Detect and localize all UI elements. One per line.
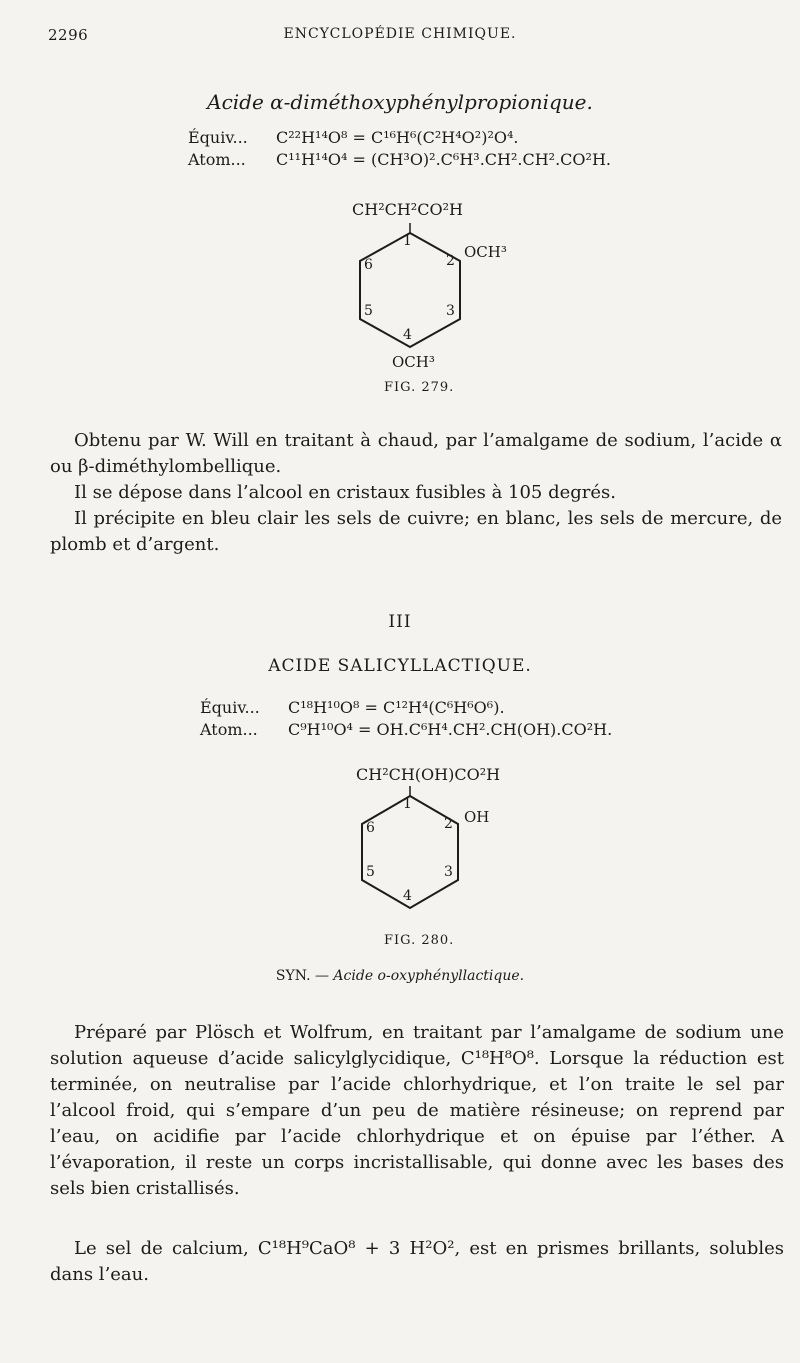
fig279-pos1: 1 — [403, 233, 412, 249]
fig279-pos3: 3 — [446, 303, 455, 319]
figure-279-benzene-ring — [300, 195, 540, 405]
synonym-line — [0, 968, 800, 984]
fig279-sub2: OCH³ — [464, 243, 507, 261]
section-title: ACIDE SALICYLLACTIQUE. — [268, 656, 532, 676]
fig279-top-group: CH²CH²CO²H — [352, 200, 463, 219]
compound2-text-2 — [50, 1236, 784, 1288]
equiv-formula: C¹⁸H¹⁰O⁸ = C¹²H⁴(C⁶H⁶O⁶). — [288, 698, 505, 717]
fig280-caption: FIG. 280. — [384, 933, 455, 948]
syn-label: SYN. — [275, 968, 311, 984]
section-roman: III — [388, 612, 412, 632]
fig280-sub2: OH — [464, 808, 490, 826]
compound2-text — [50, 1020, 784, 1202]
fig279-sub4: OCH³ — [392, 353, 435, 371]
paragraph: Obtenu par W. Will en traitant à chaud, par l’amalgame de sodium, l’acide α ou β-diméthylombellique. — [50, 430, 782, 477]
fig280-pos1: 1 — [403, 796, 412, 812]
paragraph: Il précipite en bleu clair les sels de cuivre; en blanc, les sels de mercure, de plomb et d’argent. — [50, 508, 782, 555]
fig279-caption: FIG. 279. — [384, 380, 455, 395]
compound2-equiv — [200, 698, 505, 717]
compound2-atom — [200, 720, 612, 739]
compound1-text — [50, 428, 782, 558]
equiv-label: Équiv... — [200, 698, 260, 717]
atom-formula: C⁹H¹⁰O⁴ = OH.C⁶H⁴.CH².CH(OH).CO²H. — [288, 720, 613, 739]
fig280-pos2: 2 — [444, 816, 453, 832]
running-title: ENCYCLOPÉDIE CHIMIQUE. — [283, 26, 517, 42]
atom-label: Atom... — [188, 150, 246, 169]
fig280-pos5: 5 — [366, 864, 375, 880]
equiv-formula: C²²H¹⁴O⁸ = C¹⁶H⁶(C²H⁴O²)²O⁴. — [276, 128, 519, 147]
atom-formula: C¹¹H¹⁴O⁴ = (CH³O)².C⁶H³.CH².CH².CO²H. — [276, 150, 611, 169]
fig280-pos3: 3 — [444, 864, 453, 880]
equiv-label: Équiv... — [188, 128, 248, 147]
compound1-title: Acide α-diméthoxyphénylpropionique. — [207, 90, 593, 114]
atom-label: Atom... — [200, 720, 258, 739]
fig279-pos6: 6 — [364, 257, 373, 273]
fig279-pos4: 4 — [403, 327, 412, 343]
fig280-pos6: 6 — [366, 820, 375, 836]
page-number: 2296 — [48, 26, 89, 44]
compound1-atom — [188, 150, 611, 169]
paragraph: Le sel de calcium, C¹⁸H⁹CaO⁸ + 3 H²O², est en prismes brillants, solubles dans l’eau. — [50, 1238, 784, 1285]
paragraph: Préparé par Plösch et Wolfrum, en traitant par l’amalgame de sodium une solution aqueuse d’acide salicylglycidique, C¹⁸H⁸O⁸. Lorsque la réduction est terminée, on neutralise par l’acide chlorhydrique, et l’on traite le sel par l’alcool froid, qui s’empare d’un peu de matière résineuse; on reprend par l’eau, on acidifie par l’acide chlorhydrique et on épuise par l’éther. A l’évaporation, il reste un corps incristallisable, qui donne avec les bases des sels bien cristallisés. — [50, 1022, 784, 1199]
fig279-pos2: 2 — [446, 253, 455, 269]
fig279-pos5: 5 — [364, 303, 373, 319]
paragraph: Il se dépose dans l’alcool en cristaux fusibles à 105 degrés. — [74, 482, 617, 503]
figure-280-benzene-ring — [300, 762, 540, 962]
fig280-pos4: 4 — [403, 888, 412, 904]
fig280-top-group: CH²CH(OH)CO²H — [356, 765, 501, 784]
syn-text: — Acide o-oxyphényllactique. — [314, 968, 525, 984]
compound1-equiv — [188, 128, 518, 147]
